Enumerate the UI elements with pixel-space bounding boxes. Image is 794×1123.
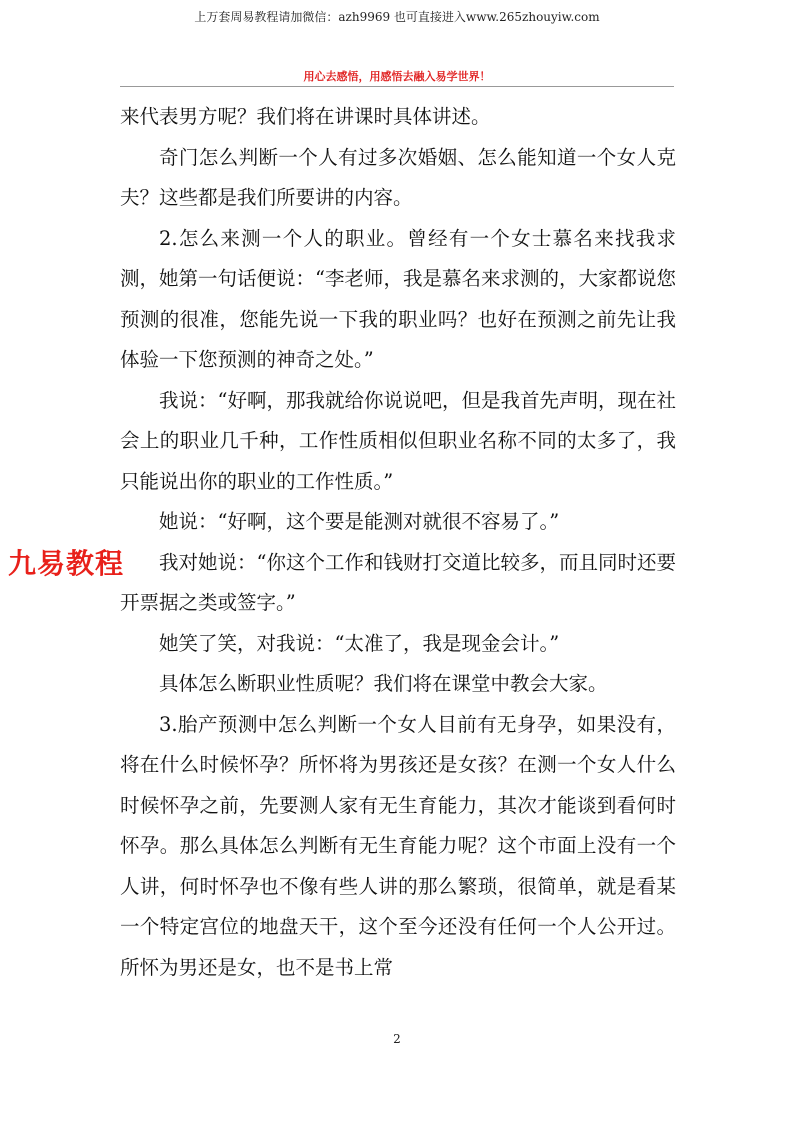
header-divider [120,86,674,87]
body-paragraph: 她笑了笑，对我说：“太准了，我是现金会计。” [159,631,560,655]
page-number: 2 [393,1032,401,1046]
body-paragraph: 她说：“好啊，这个要是能测对就很不容易了。” [159,510,560,533]
body-paragraph: 3.胎产预测中怎么判断一个女人目前有无身孕，如果没有，将在什么时候怀孕？所怀将为男孩还是女孩？在测一个女人什么时候怀孕之前，先要测人家有无生育能力，其次才能谈到看何时怀孕。那么具体怎么判断有无生育能力呢？这个市面上没有一个人讲，何时怀孕也不像有些人讲的那么繁琐，很简单，就是看某一个特定宫位的地盘天干，这个至今还没有任何一个人公开过。所怀为男还是女，也不是书上常 [120,712,676,979]
body-paragraph: 我对她说：“你这个工作和钱财打交道比较多，而且同时还要开票据之类或签字。” [120,550,676,614]
header-contact-line: 上万套周易教程请加微信：azh9969 也可直接进入www.265zhouyiw.com [194,10,600,24]
body-paragraph: 奇门怎么判断一个人有过多次婚姻、怎么能知道一个女人克夫？这些都是我们所要讲的内容。 [120,145,676,209]
document-body [120,97,676,988]
watermark-logo: 九易教程 [8,547,125,580]
header-motto: 用心去感悟，用感悟去融入易学世界！ [303,70,491,83]
body-paragraph: 2.怎么来测一个人的职业。曾经有一个女士慕名来找我求测，她第一句话便说：“李老师，我是慕名来求测的，大家都说您预测的很准，您能先说一下我的职业吗？也好在预测之前先让我体验一下您预测的神奇之处。” [120,226,676,371]
body-paragraph: 具体怎么断职业性质呢？我们将在课堂中教会大家。 [159,672,608,695]
body-paragraph: 我说：“好啊，那我就给你说说吧，但是我首先声明，现在社会上的职业几千种，工作性质相似但职业名称不同的太多了，我只能说出你的职业的工作性质。” [120,388,676,493]
body-paragraph: 来代表男方呢？我们将在讲课时具体讲述。 [120,105,491,128]
